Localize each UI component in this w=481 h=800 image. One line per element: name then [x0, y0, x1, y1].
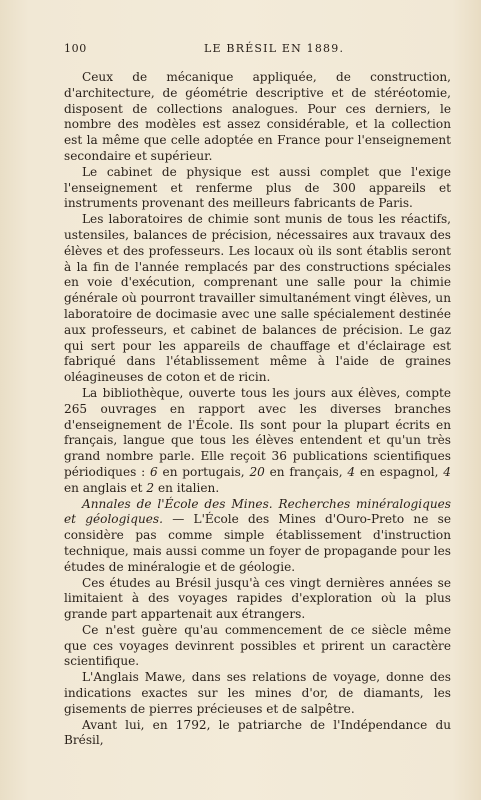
paragraph-studies-history [64, 576, 451, 623]
paragraph-text: en anglais et [64, 480, 147, 495]
paragraph-text: en français, [264, 464, 348, 479]
count-spanish: 4 [347, 464, 356, 479]
paragraph-text: en espagnol, [355, 464, 444, 479]
paragraph-text: La bibliothèque, ouverte tous les jours aux élèves, compte 265 ouvrages en rapport avec les diverses branches d'enseignement de l'École. Ils sont pour la plupart écrits en français, langue que tous les élèves entendent et qu'un très grand nombre parle. Elle reçoit 36 publications scientifiques périodiques : [64, 385, 451, 479]
paragraph-text: Le cabinet de physique est aussi complet que l'exige l'enseignement et renferme plus de 300 appareils et instruments provenant des meilleurs fabricants de Paris. [64, 164, 451, 211]
paragraph-chemistry-labs [64, 212, 451, 386]
page-header [64, 42, 431, 58]
paragraph-text: en italien. [154, 480, 220, 495]
paragraph-1792 [64, 718, 451, 750]
section-heading-annales: Annales de l'École des Mines. Recherches minéralogiques et géologiques. [64, 496, 451, 527]
count-english: 4 [443, 464, 451, 479]
body-text [64, 70, 451, 749]
paragraph-physics-cabinet [64, 165, 451, 212]
paragraph-text: Ceux de mécanique appliquée, de construction, d'architecture, de géométrie descriptive et de stéréotomie, disposent de collections analogues. Pour ces derniers, le nombre des modèles est assez considérable, et la collection est la même que celle adoptée en France pour l'enseignement secondaire et supérieur. [64, 70, 451, 163]
paragraph-text: Ce n'est guère qu'au commencement de ce siècle même que ces voyages devinrent possibles et prirent un caractère scientifique. [64, 622, 451, 669]
paragraph-text: Ces études au Brésil jusqu'à ces vingt dernières années se limitaient à des voyages rapides d'exploration où la plus grande part appartenait aux étrangers. [64, 575, 451, 622]
page-number: 100 [64, 42, 87, 55]
paragraph-text: L'Anglais Mawe, dans ses relations de voyage, donne des indications exactes sur les mines d'or, de diamants, les gisements de pierres précieuses et de salpêtre. [64, 670, 451, 716]
paragraph-text: Avant lui, en 1792, le patriarche de l'Indépendance du Brésil, [64, 717, 451, 748]
paragraph-mechanics-collections [64, 70, 451, 165]
count-french: 20 [249, 464, 265, 479]
paragraph-scientific-travels [64, 623, 451, 670]
paragraph-text: — L'École des Mines d'Ouro-Preto ne se considère pas comme simple établissement d'instruction technique, mais aussi comme un foyer de propagande pour les études de minéralogie et de géologie. [64, 512, 451, 574]
running-title: LE BRÉSIL EN 1889. [204, 42, 345, 55]
paragraph-text: en portugais, [157, 464, 250, 479]
paragraph-annales [64, 497, 451, 576]
paragraph-text: Les laboratoires de chimie sont munis de tous les réactifs, ustensiles, balances de précision, nécessaires aux travaux des élèves et des professeurs. Les locaux où ils sont établis seront à la fin de l'année remplacés par des constructions spéciales en voie d'exécution, comprenant une salle pour la chimie générale où pourront travailler simultanément vingt élèves, un laboratoire de docimasie avec une salle spécialement destinée aux professeurs, et cabinet de balances de précision. Le gaz qui sert pour les appareils de chauffage et d'éclairage est fabriqué dans l'établissement même à l'aide de graines oléagineuses de coton et de ricin. [64, 212, 451, 385]
paragraph-library [64, 386, 451, 497]
count-italian: 2 [146, 480, 155, 495]
paragraph-mawe [64, 670, 451, 717]
count-portuguese: 6 [150, 464, 158, 479]
